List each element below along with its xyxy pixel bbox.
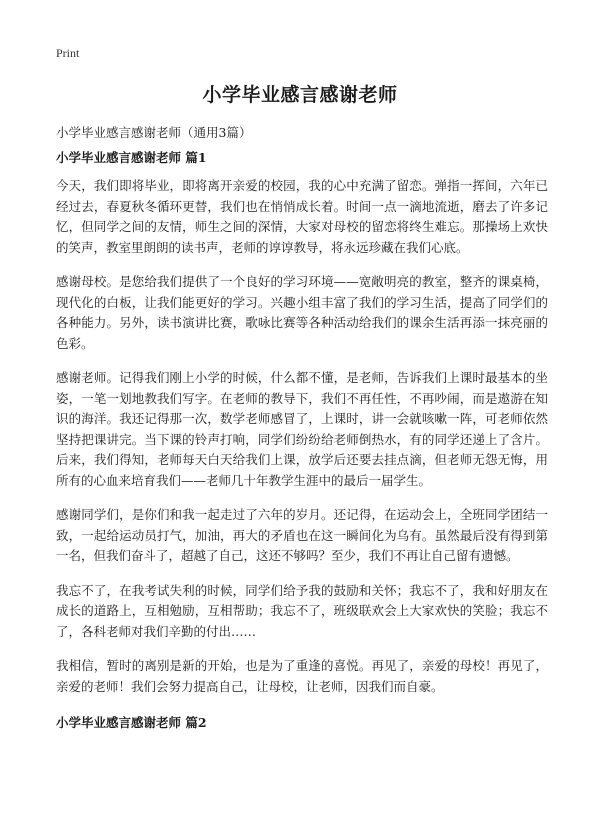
section-heading-2: 小学毕业感言感谢老师 篇2: [56, 715, 207, 730]
paragraph: 感谢同学们，是你们和我一起走过了六年的岁月。还记得，在运动会上，全班同学团结一致，一起给运动员打气，加油，再大的矛盾也在这一瞬间化为乌有。虽然最后没有得到第一名，但我们奋斗了，超越了自己，这还不够吗？至少，我们不再让自己留有遗憾。: [56, 507, 548, 563]
print-link[interactable]: Print: [56, 46, 80, 60]
document-body: [56, 148, 548, 741]
paragraph: 感谢母校。是您给我们提供了一个良好的学习环境——宽敞明亮的教室，整齐的课桌椅，现代化的白板，让我们能更好的学习。兴趣小组丰富了我们的学习生活，提高了同学们的各种能力。另外，读书演讲比赛，歌咏比赛等各种活动给我们的课余生活再添一抹亮丽的色彩。: [56, 274, 548, 351]
paragraph: 我忘不了，在我考试失利的时候，同学们给予我的鼓励和关怀；我忘不了，我和好朋友在成长的道路上，互相勉励，互相帮助；我忘不了，班级联欢会上大家欢快的笑脸；我忘不了，各科老师对我们辛勤的付出……: [56, 582, 548, 639]
paragraph: 今天，我们即将毕业，即将离开亲爱的校园，我的心中充满了留恋。弹指一挥间，六年已经过去，春夏秋冬循环更替，我们也在悄悄成长着。时间一点一滴地流逝，磨去了许多记忆，但同学之间的友情，师生之间的深情，大家对母校的留恋将终生难忘。那操场上欢快的笑声，教室里朗朗的读书声，老师的谆谆教导，将永远珍藏在我们心底。: [56, 178, 548, 255]
paragraph: 我相信，暂时的离别是新的开始，也是为了重逢的喜悦。再见了，亲爱的母校！再见了，亲爱的老师！我们会努力提高自己，让母校，让老师，因我们而自豪。: [56, 658, 548, 694]
paragraph: 感谢老师。记得我们刚上小学的时候，什么都不懂，是老师，告诉我们上课时最基本的坐姿，一笔一划地教我们写字。在老师的教导下，我们不再任性，不再吵闹，而是遨游在知识的海洋。我还记得那一次，数学老师感冒了，上课时，讲一会就咳嗽一阵，可老师依然坚持把课讲完。当下课的铃声打响，同学们纷纷给老师倒热水，有的同学还递上了含片。后来，我们得知，老师每天白天给我们上课，放学后还要去挂点滴，但老师无怨无悔，用所有的心血来培育我们——老师几十年教学生涯中的最后一届学生。: [56, 370, 548, 488]
section-heading-1: 小学毕业感言感谢老师 篇1: [56, 150, 207, 165]
page-title: 小学毕业感言感谢老师: [202, 84, 398, 106]
document-subtitle: 小学毕业感言感谢老师（通用3篇）: [56, 125, 252, 140]
